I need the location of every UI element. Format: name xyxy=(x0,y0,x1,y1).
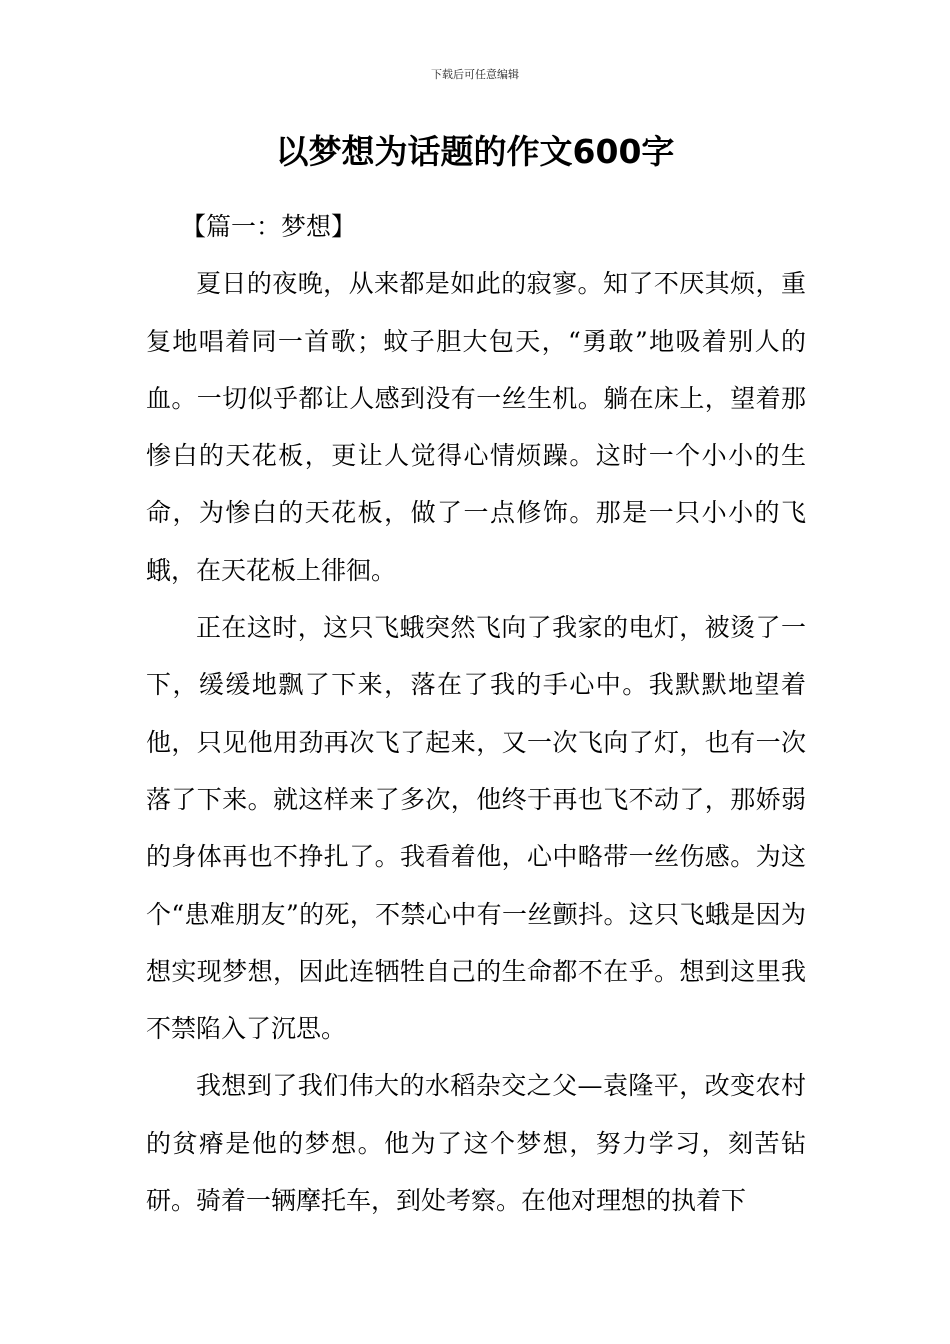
document-title: 以梦想为话题的作文600字 xyxy=(275,132,675,171)
header-note: 下载后可任意编辑 xyxy=(431,68,519,81)
paragraph-1: 夏日的夜晚，从来都是如此的寂寥。知了不厌其烦，重复地唱着同一首歌；蚊子胆大包天，“勇敢”地吸着别人的血。一切似乎都让人感到没有一丝生机。躺在床上，望着那惨白的天花板，更让人觉得心情烦躁。这时一个小小的生命，为惨白的天花板，做了一点修饰。那是一只小小的飞蛾，在天花板上徘徊。 xyxy=(146,269,806,585)
section-heading: 【篇一：梦想】 xyxy=(181,212,357,241)
paragraph-3: 我想到了我们伟大的水稻杂交之父—袁隆平，改变农村的贫瘠是他的梦想。他为了这个梦想，努力学习，刻苦钻研。骑着一辆摩托车，到处考察。在他对理想的执着下 xyxy=(146,1071,806,1216)
paragraph-2: 正在这时，这只飞蛾突然飞向了我家的电灯，被烫了一下，缓缓地飘了下来，落在了我的手心中。我默默地望着他，只见他用劲再次飞了起来，又一次飞向了灯，也有一次落了下来。就这样来了多次，他终于再也飞不动了，那娇弱的身体再也不挣扎了。我看着他，心中略带一丝伤感。为这个“患难朋友”的死，不禁心中有一丝颤抖。这只飞蛾是因为想实现梦想，因此连牺牲自己的生命都不在乎。想到这里我不禁陷入了沉思。 xyxy=(146,613,806,1044)
document-body xyxy=(146,198,806,1229)
